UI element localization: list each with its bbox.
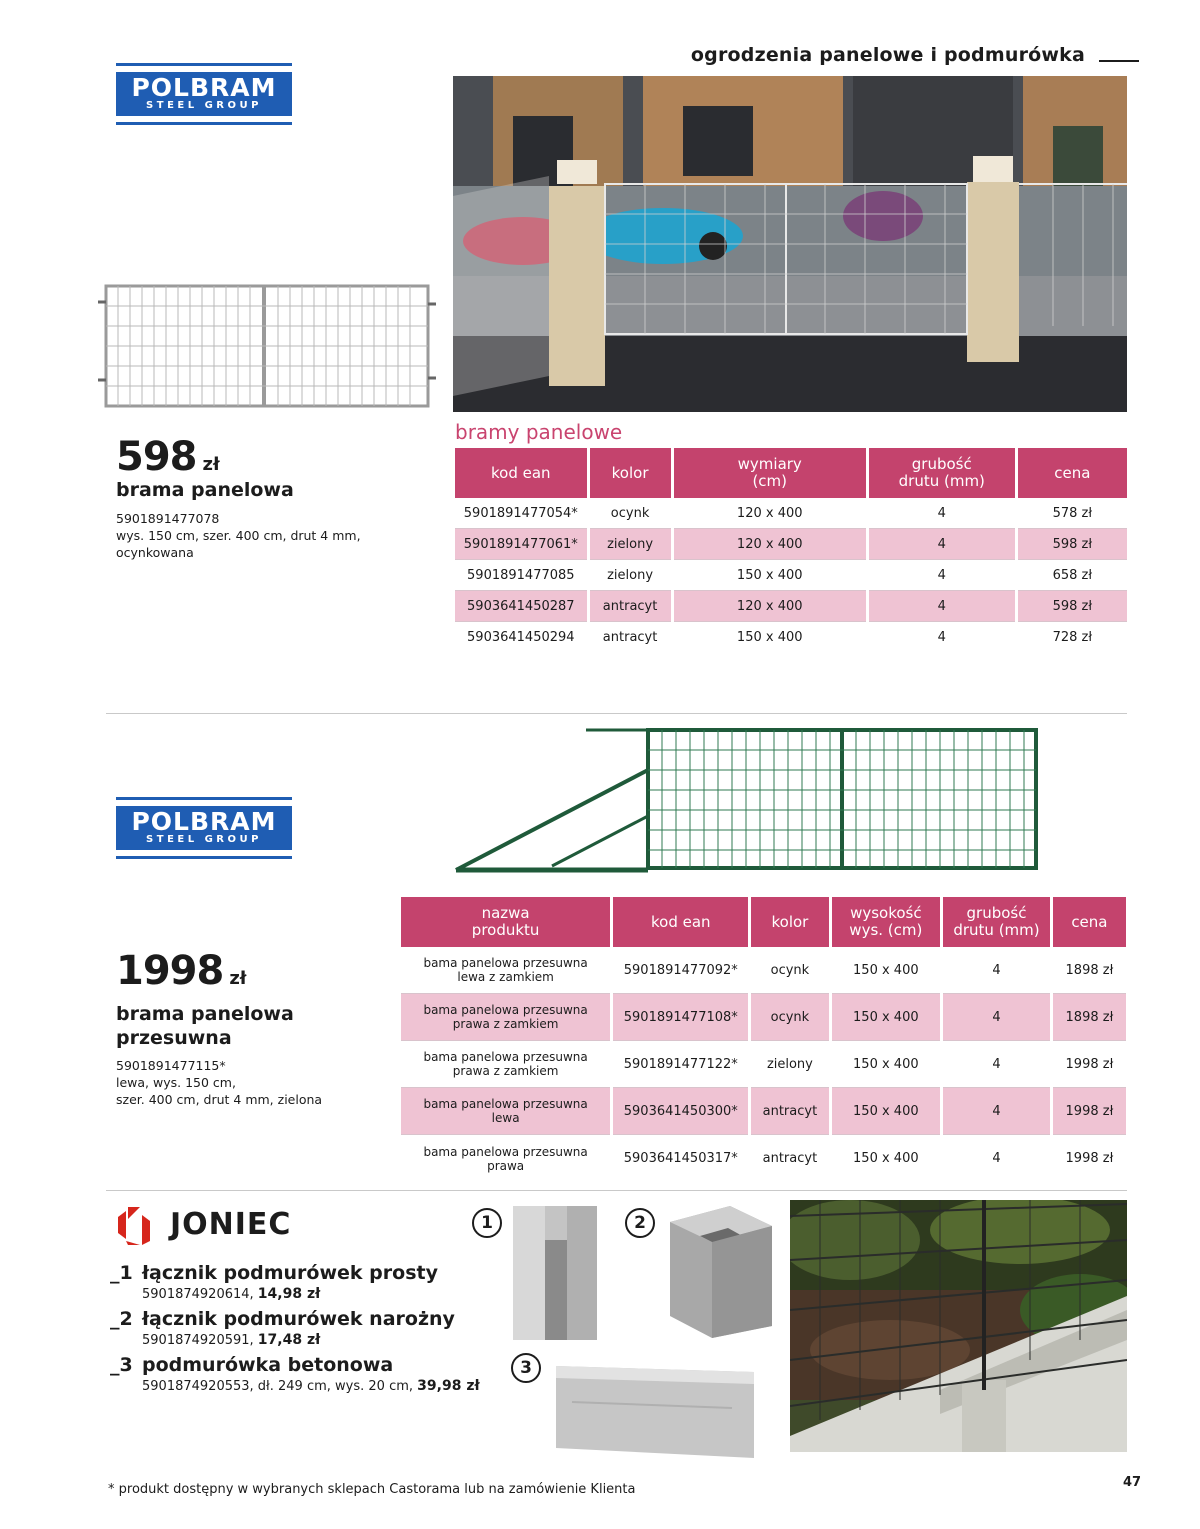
section-divider (106, 713, 1127, 714)
table1-header-wire: grubość drutu (mm) (869, 448, 1015, 498)
fence-base-photo (790, 1200, 1127, 1452)
list-item: _2 łącznik podmurówek narożny 5901874920591, 17,48 zł (110, 1308, 455, 1348)
polbram-logo-name: POLBRAM (131, 73, 277, 102)
section-divider (106, 1190, 1127, 1191)
product2-details: 5901891477115* lewa, wys. 150 cm, szer. 400 cm, drut 4 mm, zielona (116, 1058, 323, 1107)
table1-header-price: cena (1018, 448, 1127, 498)
table2 (398, 897, 1129, 1182)
list-item: _1 łącznik podmurówek prosty 5901874920614, 14,98 zł (110, 1262, 438, 1302)
gate-scene-photo (453, 76, 1127, 412)
polbram-logo-name: POLBRAM (131, 807, 277, 836)
table1-header-ean: kod ean (455, 448, 587, 498)
table2-header-ean: kod ean (613, 897, 748, 947)
table-row: bama panelowa przesuwna prawa 5903641450317* antracyt 150 x 400 4 1998 zł (423, 1144, 1114, 1173)
table-row: bama panelowa przesuwna lewa 5903641450300* antracyt 150 x 400 4 1998 zł (401, 1088, 1126, 1135)
product1-price: 598 zł (116, 434, 220, 480)
table1-title: bramy panelowe (455, 420, 623, 444)
header-rule (1099, 60, 1139, 62)
joniec-product-list (110, 1262, 490, 1394)
footnote: * produkt dostępny w wybranych sklepach Castorama lub na zamówienie Klienta (108, 1482, 636, 1497)
corner-connector-image (660, 1202, 780, 1342)
polbram-logo-sub: STEEL GROUP (146, 834, 262, 845)
joniec-logo-name: JONIEC (170, 1207, 292, 1242)
product1-name: brama panelowa (116, 479, 294, 501)
table-row: 5901891477085 zielony 150 x 400 4 658 zł (455, 560, 1127, 591)
table-row: 5901891477061* zielony 120 x 400 4 598 zł (455, 529, 1127, 560)
page-number: 47 (1123, 1475, 1142, 1490)
concrete-base-image (552, 1362, 758, 1462)
table1 (452, 448, 1130, 653)
joniec-logo-mark-icon (114, 1205, 156, 1247)
table-row: 5903641450287 antracyt 120 x 400 4 598 zł (455, 591, 1127, 622)
table2-header-color: kolor (751, 897, 828, 947)
straight-connector-image (505, 1200, 605, 1346)
polbram-logo-sub: STEEL GROUP (146, 100, 262, 111)
table1-header-color: kolor (590, 448, 671, 498)
marker-2: 2 (625, 1208, 655, 1238)
product2-name: brama panelowa przesuwna (116, 1003, 294, 1049)
joniec-logo (114, 1205, 304, 1247)
product1-details: 5901891477078 wys. 150 cm, szer. 400 cm, drut 4 mm, ocynkowana (116, 511, 361, 560)
page-section-title: ogrodzenia panelowe i podmurówka (690, 44, 1085, 66)
table2-header-height: wysokość wys. (cm) (832, 897, 941, 947)
product2-price: 1998 zł (116, 948, 247, 994)
marker-3: 3 (511, 1353, 541, 1383)
galvanized-gate-image (98, 282, 438, 412)
table2-header-name: nazwa produktu (401, 897, 610, 947)
table2-header-price: cena (1053, 897, 1126, 947)
table1-header-size: wymiary (cm) (674, 448, 866, 498)
marker-1: 1 (472, 1208, 502, 1238)
table-row: bama panelowa przesuwna prawa z zamkiem 5901891477108* ocynk 150 x 400 4 1898 zł (401, 994, 1126, 1041)
polbram-logo (116, 797, 292, 859)
table-row: bama panelowa przesuwna prawa z zamkiem 5901891477122* zielony 150 x 400 4 1998 zł (401, 1041, 1126, 1088)
table-row: bama panelowa przesuwna lewa z zamkiem 5901891477092* ocynk 150 x 400 4 1898 zł (401, 947, 1126, 994)
list-item: _3 podmurówka betonowa 5901874920553, dł. 249 cm, wys. 20 cm, 39,98 zł (110, 1354, 480, 1394)
table2-header-wire: grubość drutu (mm) (943, 897, 1050, 947)
polbram-logo (116, 63, 292, 125)
table-row: 5901891477054* ocynk 120 x 400 4 578 zł (455, 498, 1127, 529)
sliding-gate-image (452, 726, 1042, 878)
table-row: 5903641450294 antracyt 150 x 400 4 728 zł (467, 630, 1093, 645)
